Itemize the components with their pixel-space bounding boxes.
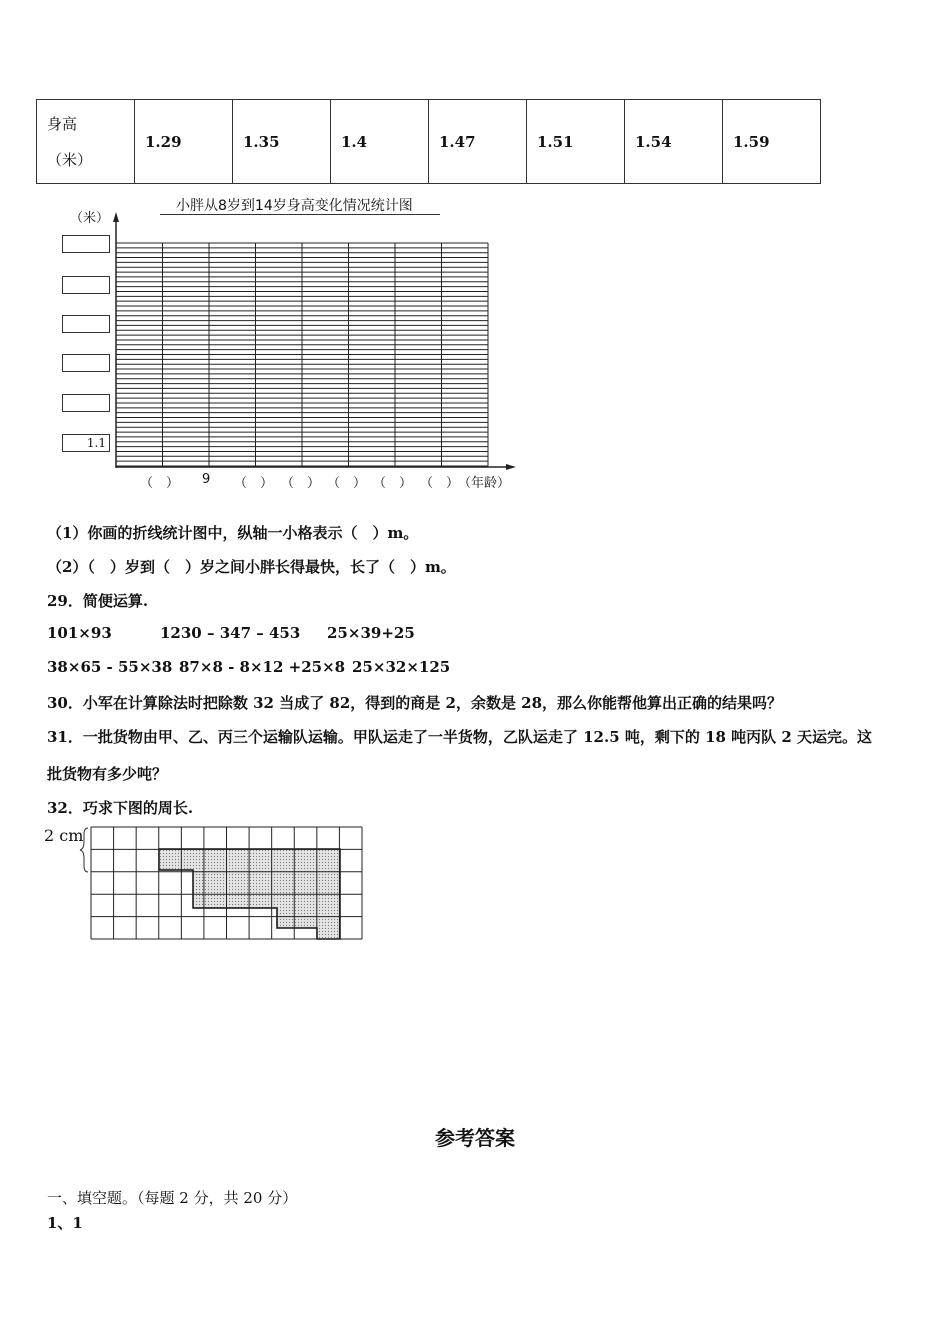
calc-item: 38×65 - 55×38 <box>47 658 173 676</box>
x-label: （ ） <box>327 476 367 491</box>
calc-item: 87×8 - 8×12 +25×8 <box>179 658 346 676</box>
grid-scale-label: 2 cm <box>44 826 84 845</box>
question-30: 30．小军在计算除法时把除数 32 当成了 82，得到的商是 2，余数是 28，那么你能帮他算出正确的结果吗？ <box>47 694 783 712</box>
table-cell: 1.54 <box>625 100 723 184</box>
question-31-cont: 批货物有多少吨？ <box>47 765 168 783</box>
x-axis-unit: （年龄） <box>458 476 511 491</box>
calc-item: 25×32×125 <box>352 658 451 676</box>
table-cell: 1.47 <box>429 100 527 184</box>
chart-title: 小胖从8岁到14岁身高变化情况统计图 <box>176 198 413 214</box>
question-31: 31．一批货物由甲、乙、丙三个运输队运输。甲队运走了一半货物，乙队运走了 12.5 吨，剩下的 18 吨丙队 2 天运完。这 <box>47 728 873 746</box>
y-axis-unit: （米） <box>70 211 110 226</box>
table-cell: 1.59 <box>723 100 821 184</box>
calc-item: 101×93 <box>47 624 112 642</box>
answers-heading: 参考答案 <box>435 1126 515 1150</box>
brace-icon <box>80 828 88 872</box>
x-label: （ ） <box>373 476 413 491</box>
table-cell: 1.29 <box>135 100 233 184</box>
table-cell: 1.4 <box>331 100 429 184</box>
question-2: （2）（ ）岁到（ ）岁之间小胖长得最快，长了（ ）m。 <box>47 558 456 576</box>
table-cell: 1.35 <box>233 100 331 184</box>
question-32: 32．巧求下图的周长. <box>47 799 194 817</box>
x-label: （ ） <box>234 476 274 491</box>
calc-item: 25×39+25 <box>327 624 415 642</box>
answer-1: 1、1 <box>47 1214 83 1232</box>
x-label: （ ） <box>140 476 180 491</box>
question-1: （1）你画的折线统计图中，纵轴一小格表示（ ）m。 <box>47 524 419 542</box>
y-label-box: 1.1 <box>62 434 110 452</box>
header-unit: （米） <box>47 150 93 169</box>
question-29-title: 29．简便运算. <box>47 592 149 610</box>
x-label: （ ） <box>281 476 321 491</box>
answers-section-title: 一、填空题。（每题 2 分，共 20 分） <box>47 1189 298 1207</box>
table-cell: 1.51 <box>527 100 625 184</box>
calc-item: 1230 – 347 – 453 <box>160 624 301 642</box>
x-label: （ ） <box>420 476 460 491</box>
header-label: 身高 <box>47 114 78 133</box>
x-label: 9 <box>202 472 211 487</box>
